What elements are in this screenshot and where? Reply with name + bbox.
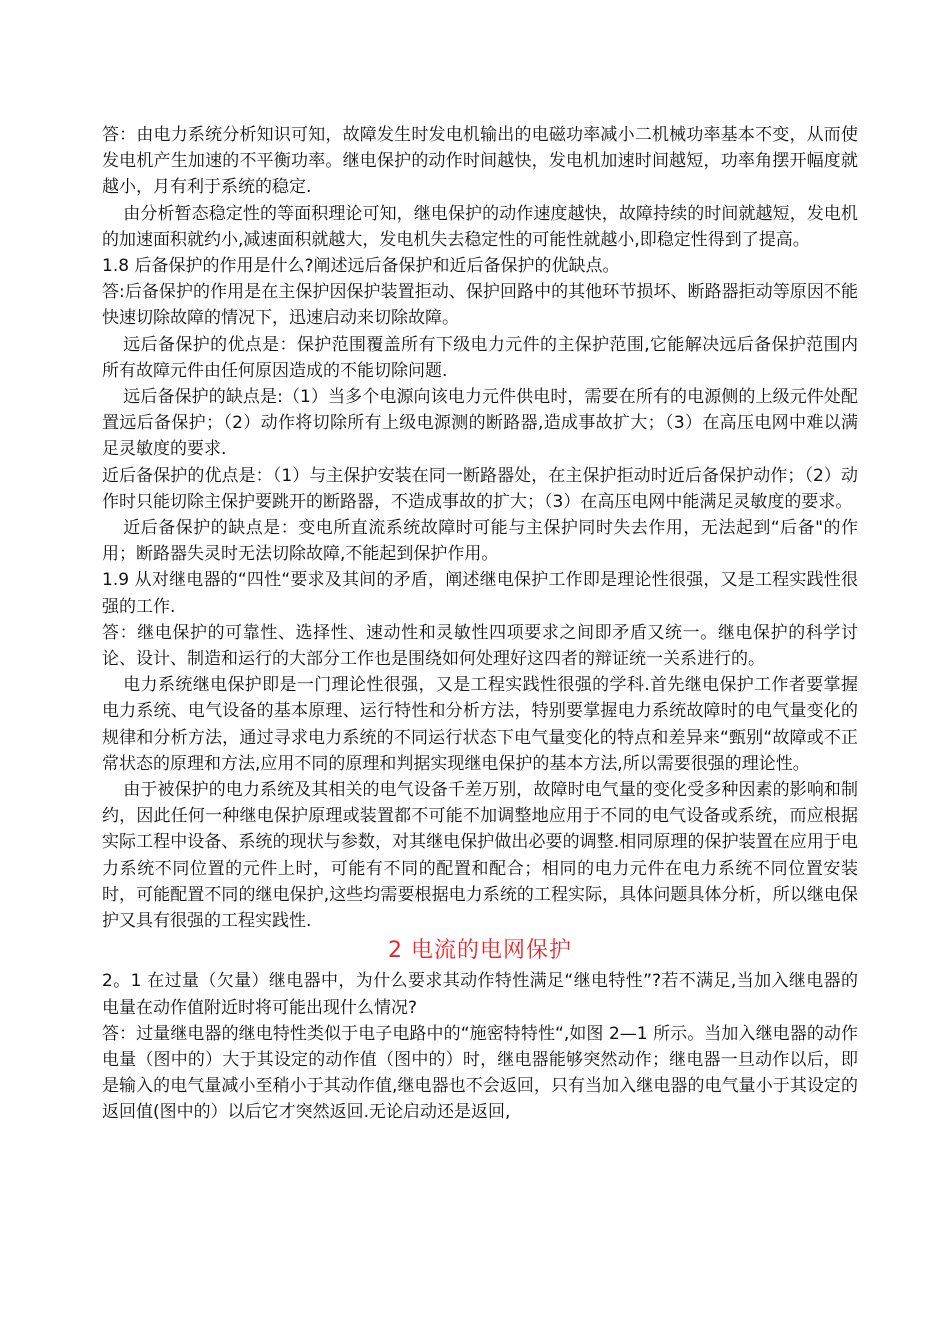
section-title: 2 电流的电网保护	[388, 938, 572, 964]
paragraph: 近后备保护的缺点是：变电所直流系统故障时可能与主保护同时失去作用，无法起到“后备"的作用；断路器失灵时无法切除故障,不能起到保护作用。	[102, 518, 858, 565]
answer-paragraph: 答:后备保护的作用是在主保护因保护装置拒动、保护回路中的其他环节损坏、断路器拒动等原因不能快速切除故障的情况下，迅速启动来切除故障。	[102, 282, 858, 329]
answer-paragraph: 答：由电力系统分析知识可知，故障发生时发电机输出的电磁功率减小二机械功率基本不变，从而使发电机产生加速的不平衡功率。继电保护的动作时间越快，发电机加速时间越短，功率角摆开幅度就越小，月有利于系统的稳定.	[102, 125, 858, 198]
paragraph: 远后备保护的缺点是:（1）当多个电源向该电力元件供电时，需要在所有的电源侧的上级元件处配置远后备保护；（2）动作将切除所有上级电源测的断路器,造成事故扩大；（3）在高压电网中难以满足灵敏度的要求.	[102, 387, 858, 460]
paragraph: 由分析暂态稳定性的等面积理论可知，继电保护的动作速度越快，故障持续的时间就越短，发电机的加速面积就约小,减速面积就越大，发电机失去稳定性的可能性就越小,即稳定性得到了提高。	[102, 203, 858, 250]
answer-paragraph: 答：过量继电器的继电特性类似于电子电路中的“施密特特性“,如图 2—1 所示。当加入继电器的动作电量（图中的）大于其设定的动作值（图中的）时，继电器能够突然动作；继电器一旦动作以后，即是输入的电气量减小至稍小于其动作值,继电器也不会返回，只有当加入继电器的电气量小于其设定的返回值(图中的）以后它才突然返回.无论启动还是返回,	[102, 1023, 858, 1123]
question-heading: 1.8 后备保护的作用是什么?阐述远后备保护和近后备保护的优缺点。	[102, 256, 620, 277]
question-heading: 2。1 在过量（欠量）继电器中，为什么要求其动作特性满足“继电特性”?若不满足,当加入继电器的电量在动作值附近时将可能出现什么情况?	[102, 971, 858, 1018]
paragraph: 电力系统继电保护即是一门理论性很强，又是工程实践性很强的学科.首先继电保护工作者要掌握电力系统、电气设备的基本原理、运行特性和分析方法，特别要掌握电力系统故障时的电气量变化的规律和分析方法，通过寻求电力系统的不同运行状态下电气量变化的特点和差异来“甄别“故障或不正常状态的原理和方法,应用不同的原理和判据实现继电保护的基本方法,所以需要很强的理论性。	[102, 675, 858, 774]
answer-paragraph: 答：继电保护的可靠性、选择性、速动性和灵敏性四项要求之间即矛盾又统一。继电保护的科学讨论、设计、制造和运行的大部分工作也是围绕如何处理好这四者的辩证统一关系进行的。	[102, 622, 858, 670]
paragraph: 近后备保护的优点是：（1）与主保护安装在同一断路器处，在主保护拒动时近后备保护动作；（2）动作时只能切除主保护要跳开的断路器，不造成事故的扩大；（3）在高压电网中能满足灵敏度的要求。	[102, 465, 858, 512]
question-heading: 1.9 从对继电器的“四性“要求及其间的矛盾，阐述继电保护工作即是理论性很强，又是工程实践性很强的工作.	[102, 570, 858, 617]
paragraph: 由于被保护的电力系统及其相关的电气设备千差万别，故障时电气量的变化受多种因素的影响和制约，因此任何一种继电保护原理或装置都不可能不加调整地应用于不同的电气设备或系统，而应根据实际工程中设备、系统的现状与参数，对其继电保护做出必要的调整.相同原理的保护装置在应用于电力系统不同位置的元件上时，可能有不同的配置和配合；相同的电力元件在电力系统不同位置安装时，可能配置不同的继电保护,这些均需要根据电力系统的工程实际，具体问题具体分析，所以继电保护又具有很强的工程实践性.	[102, 780, 858, 932]
paragraph: 远后备保护的优点是：保护范围覆盖所有下级电力元件的主保护范围,它能解决远后备保护范围内所有故障元件由任何原因造成的不能切除问题.	[102, 334, 858, 381]
document-body	[102, 122, 858, 1126]
